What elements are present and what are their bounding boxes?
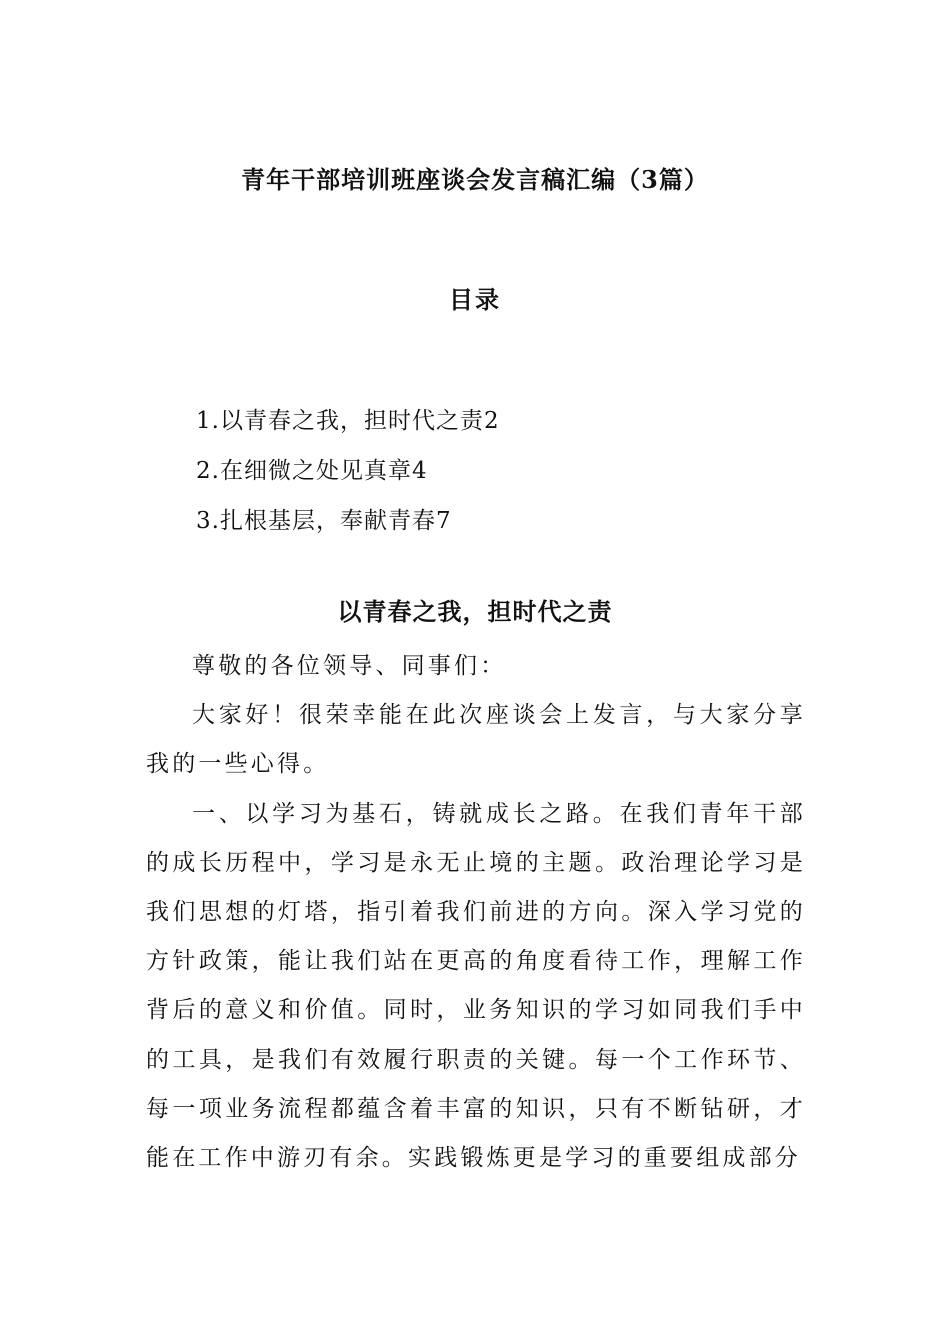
paragraph-point-one: 一、以学习为基石，铸就成长之路。在我们青年干部的成长历程中，学习是永无止境的主题。政治理论学习是我们思想的灯塔，指引着我们前进的方向。深入学习党的方针政策，能让我们站在更高的角度看待工作，理解工作背后的意义和价值。同时，业务知识的学习如同我们手中的工具，是我们有效履行职责的关键。每一个工作环节、每一项业务流程都蕴含着丰富的知识，只有不断钻研，才能在工作中游刃有余。实践锻炼更是学习的重要组成部分 [146, 800, 806, 1172]
toc-item[interactable]: 1.以青春之我，担时代之责2 [196, 408, 500, 434]
table-of-contents [196, 396, 500, 546]
document-title: 青年干部培训班座谈会发言稿汇编（3篇） [241, 165, 709, 194]
paragraph-salutation: 尊敬的各位领导、同事们： [192, 653, 507, 679]
section-title: 以青春之我，担时代之责 [337, 597, 613, 626]
toc-item[interactable]: 2.在细微之处见真章4 [196, 458, 428, 484]
section-body [146, 642, 806, 1183]
paragraph-greeting: 大家好！很荣幸能在此次座谈会上发言，与大家分享我的一些心得。 [146, 702, 806, 778]
toc-heading: 目录 [449, 285, 501, 314]
toc-item[interactable]: 3.扎根基层，奉献青春7 [196, 508, 452, 534]
